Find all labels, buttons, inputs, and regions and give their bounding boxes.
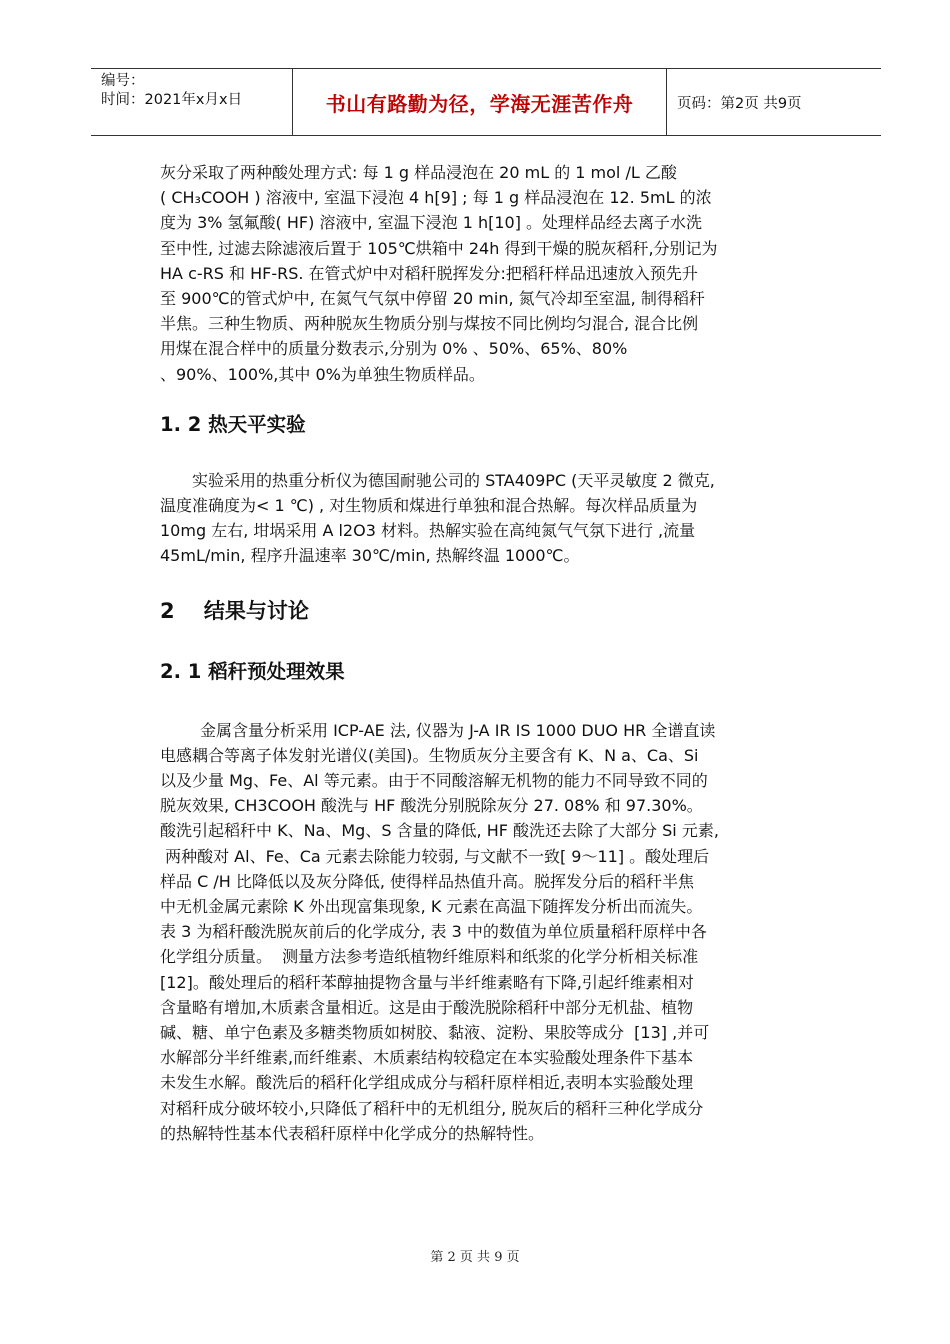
text-line: HA c-RS 和 HF-RS. 在管式炉中对稻秆脱挥发分:把稻秆样品迅速放入预先升 [160, 263, 698, 283]
text-line: 化学组分质量。 测量方法参考造纸植物纤维原料和纸浆的化学分析相关标准 [160, 947, 699, 967]
date-label: 时间：2021年x月x日 [101, 92, 243, 108]
text-line: 含量略有增加,木质素含量相近。这是由于酸洗脱除稻秆中部分无机盐、植物 [160, 997, 694, 1017]
text-line: 度为 3% 氢氟酸( HF) 溶液中, 室温下浸泡 1 h[10] 。处理样品经去离子水洗 [160, 213, 703, 233]
header-motto: 书山有路勤为径，学海无涯苦作舟 [293, 69, 667, 135]
text-line: 中无机金属元素除 K 外出现富集现象, K 元素在高温下随挥发分析出而流失。 [160, 897, 703, 917]
document-body [160, 160, 860, 1146]
section-heading-1-2: 1. 2 热天平实验 [160, 412, 306, 436]
text-line: 两种酸对 Al、Fe、Ca 元素去除能力较弱, 与文献不一致[ 9～11] 。酸处理后 [160, 846, 710, 866]
section-1-2-paragraph [160, 468, 860, 569]
header-meta [91, 69, 293, 135]
text-line: 至中性, 过滤去除滤液后置于 105℃烘箱中 24h 得到干燥的脱灰稻秆,分别记为 [160, 238, 718, 258]
page-footer [0, 1246, 950, 1265]
text-line: 实验采用的热重分析仪为德国耐驰公司的 STA409PC (天平灵敏度 2 微克, [192, 470, 715, 490]
text-line: [12]。酸处理后的稻秆苯醇抽提物含量与半纤维素略有下降,引起纤维素相对 [160, 972, 694, 992]
section-heading-2: 2 结果与讨论 [160, 598, 309, 623]
text-line: 碱、糖、单宁色素及多糖类物质如树胶、黏液、淀粉、果胶等成分 [13] ,并可 [160, 1023, 710, 1043]
text-line: 样品 C /H 比降低以及灰分降低, 使得样品热值升高。脱挥发分后的稻秆半焦 [160, 871, 695, 891]
text-line: 温度准确度为< 1 ℃) , 对生物质和煤进行单独和混合热解。每次样品质量为 [160, 496, 698, 516]
text-line: 对稻秆成分破坏较小,只降低了稻秆中的无机组分, 脱灰后的稻秆三种化学成分 [160, 1098, 704, 1118]
page-number: 第 2 页 共 9 页 [430, 1250, 520, 1265]
section-2-1-paragraph [160, 718, 860, 1146]
text-line: 以及少量 Mg、Fe、Al 等元素。由于不同酸溶解无机物的能力不同导致不同的 [160, 771, 708, 791]
text-line: 用煤在混合样中的质量分数表示,分别为 0% 、50%、65%、80% [160, 339, 628, 359]
serial-label: 编号： [101, 73, 145, 89]
header-page-info: 页码：第2页 共9页 [677, 95, 802, 112]
text-line: 水解部分半纤维素,而纤维素、木质素结构较稳定在本实验酸处理条件下基本 [160, 1048, 694, 1068]
text-line: 酸洗引起稻秆中 K、Na、Mg、S 含量的降低, HF 酸洗还去除了大部分 Si 元素, [160, 821, 719, 841]
text-line: ( CH₃COOH ) 溶液中, 室温下浸泡 4 h[9] ; 每 1 g 样品浸泡在 12. 5mL 的浓 [160, 188, 712, 208]
page-header [91, 68, 881, 136]
text-line: 表 3 为稻秆酸洗脱灰前后的化学成分, 表 3 中的数值为单位质量稻秆原样中各 [160, 922, 707, 942]
text-line: 至 900℃的管式炉中, 在氮气气氛中停留 20 min, 氮气冷却至室温, 制得稻秆 [160, 289, 705, 309]
text-line: 、90%、100%,其中 0%为单独生物质样品。 [160, 364, 485, 384]
text-line: 45mL/min, 程序升温速率 30℃/min, 热解终温 1000℃。 [160, 546, 580, 566]
text-line: 的热解特性基本代表稻秆原样中化学成分的热解特性。 [160, 1123, 545, 1143]
text-line: 未发生水解。酸洗后的稻秆化学组成成分与稻秆原样相近,表明本实验酸处理 [160, 1073, 694, 1093]
text-line: 半焦。三种生物质、两种脱灰生物质分别与煤按不同比例均匀混合, 混合比例 [160, 314, 699, 334]
text-line: 金属含量分析采用 ICP-AE 法, 仪器为 J-A IR IS 1000 DUO HR 全谱直读 [200, 720, 716, 740]
text-line: 灰分采取了两种酸处理方式: 每 1 g 样品浸泡在 20 mL 的 1 mol /L 乙酸 [160, 163, 677, 182]
intro-paragraph [160, 160, 860, 387]
text-line: 电感耦合等离子体发射光谱仪(美国)。生物质灰分主要含有 K、N a、Ca、Si [160, 745, 699, 765]
text-line: 10mg 左右, 坩埚采用 A l2O3 材料。热解实验在高纯氮气气氛下进行 ,流量 [160, 521, 696, 541]
section-heading-2-1: 2. 1 稻秆预处理效果 [160, 659, 345, 683]
text-line: 脱灰效果, CH3COOH 酸洗与 HF 酸洗分别脱除灰分 27. 08% 和 97.30%。 [160, 796, 703, 816]
